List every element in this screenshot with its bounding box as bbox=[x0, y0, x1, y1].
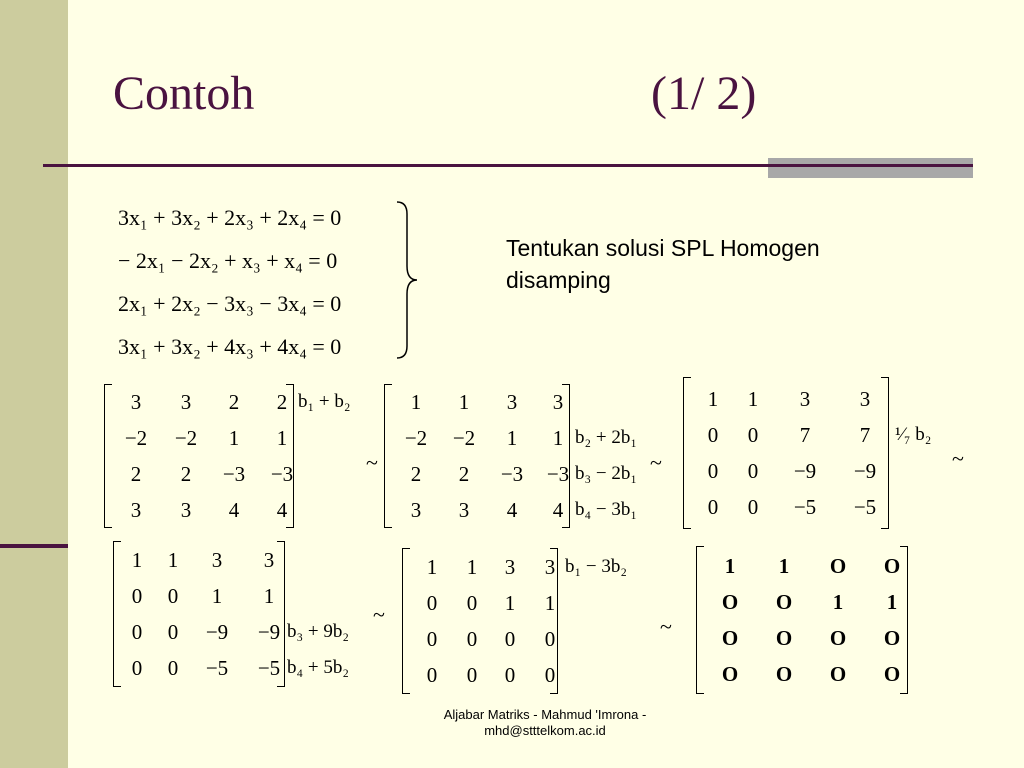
footer-line-2: mhd@stttelkom.ac.id bbox=[484, 723, 606, 738]
matrix-cell: 0 bbox=[131, 656, 143, 680]
matrix-row bbox=[113, 542, 285, 578]
matrix-cell: 3 bbox=[799, 387, 811, 411]
matrix-cell: O bbox=[829, 554, 847, 578]
matrix-cell: 0 bbox=[131, 620, 143, 644]
matrix-cell: 1 bbox=[707, 387, 719, 411]
matrix-cell: −5 bbox=[205, 656, 229, 680]
footer-line-1: Aljabar Matriks - Mahmud 'Imrona - bbox=[443, 707, 647, 722]
matrix-cell: 0 bbox=[707, 495, 719, 519]
matrix-row bbox=[683, 381, 889, 417]
equivalence-tilde: ~ bbox=[650, 450, 662, 475]
matrix-cell: 1 bbox=[506, 426, 518, 450]
row-operation: b₄ − 3b₁ bbox=[575, 499, 637, 520]
matrix-cell: O bbox=[883, 554, 901, 578]
instruction-text: Tentukan solusi SPL Homogen disamping bbox=[506, 235, 820, 293]
matrix-cell: 0 bbox=[167, 620, 179, 644]
matrix-cell: 2 bbox=[228, 390, 240, 414]
matrix-cell: 4 bbox=[506, 498, 518, 522]
page-indicator: (1/ 2) bbox=[651, 67, 757, 120]
matrix-cell: 3 bbox=[544, 555, 556, 579]
matrix-cell: −9 bbox=[853, 459, 877, 483]
matrix-cell: −2 bbox=[124, 426, 148, 450]
matrix-cell: 0 bbox=[466, 591, 478, 615]
matrix-cell: 0 bbox=[466, 627, 478, 651]
matrix-row bbox=[113, 650, 285, 686]
matrix-cell: 3 bbox=[458, 498, 470, 522]
matrix-cell: 1 bbox=[832, 590, 844, 614]
matrix-cell: 7 bbox=[859, 423, 871, 447]
matrix-cell: 1 bbox=[426, 555, 438, 579]
matrix-cell: 2 bbox=[276, 390, 288, 414]
row-operation: b₃ + 9b₂ bbox=[287, 621, 349, 642]
matrix-cell: 3 bbox=[130, 498, 142, 522]
matrix-cell: −3 bbox=[500, 462, 524, 486]
matrix-row bbox=[683, 417, 889, 453]
matrix-row bbox=[696, 620, 908, 656]
matrix-cell: 1 bbox=[724, 554, 736, 578]
matrix-cell: 0 bbox=[426, 663, 438, 687]
matrix-cell: O bbox=[829, 662, 847, 686]
matrix-row bbox=[402, 549, 558, 585]
equation-3: 2x₁ + 2x₂ − 3x₃ − 3x₄ = 0 bbox=[118, 291, 342, 316]
row-operation: b₄ + 5b₂ bbox=[287, 657, 349, 678]
equation-system bbox=[118, 196, 341, 368]
matrix-cell: O bbox=[775, 626, 793, 650]
matrix-3 bbox=[683, 377, 889, 529]
matrix-cell: 0 bbox=[426, 591, 438, 615]
matrix-cell: −5 bbox=[257, 656, 281, 680]
matrix-1 bbox=[104, 384, 294, 528]
matrix-cell: 0 bbox=[747, 495, 759, 519]
matrix-cell: 3 bbox=[263, 548, 275, 572]
row-operation: b₁ − 3b₂ bbox=[565, 556, 627, 577]
matrix-cell: −2 bbox=[452, 426, 476, 450]
matrix-cell: 0 bbox=[544, 663, 556, 687]
matrix-row bbox=[696, 548, 908, 584]
matrix-row bbox=[384, 456, 570, 492]
matrix-cell: 1 bbox=[410, 390, 422, 414]
matrix-row bbox=[402, 621, 558, 657]
matrix-2 bbox=[384, 384, 570, 528]
matrix-row bbox=[104, 384, 294, 420]
slide-title: Contoh bbox=[113, 67, 255, 120]
matrix-cell: O bbox=[775, 662, 793, 686]
matrix-cell: −5 bbox=[793, 495, 817, 519]
footer bbox=[420, 707, 670, 739]
matrix-row bbox=[683, 489, 889, 525]
equation-2: − 2x₁ − 2x₂ + x₃ + x₄ = 0 bbox=[118, 248, 338, 273]
matrix-row bbox=[696, 656, 908, 692]
matrix-cell: 3 bbox=[504, 555, 516, 579]
matrix-row bbox=[683, 453, 889, 489]
matrix-5 bbox=[402, 548, 558, 694]
row-operation: b₁ + b₂ bbox=[298, 391, 351, 412]
matrix-cell: 0 bbox=[167, 656, 179, 680]
matrix-cell: 3 bbox=[130, 390, 142, 414]
row-operation: b₃ − 2b₁ bbox=[575, 463, 637, 484]
side-band-divider bbox=[0, 544, 68, 548]
matrix-cell: −9 bbox=[205, 620, 229, 644]
matrix-cell: 1 bbox=[544, 591, 556, 615]
matrix-cell: O bbox=[721, 590, 739, 614]
matrix-cell: 2 bbox=[180, 462, 192, 486]
matrix-cell: O bbox=[721, 662, 739, 686]
matrix-cell: 0 bbox=[504, 663, 516, 687]
matrix-cell: O bbox=[721, 626, 739, 650]
matrix-4 bbox=[113, 541, 285, 687]
matrix-cell: −9 bbox=[257, 620, 281, 644]
matrix-cell: 3 bbox=[552, 390, 564, 414]
matrix-cell: 0 bbox=[544, 627, 556, 651]
equation-1: 3x₁ + 3x₂ + 2x₃ + 2x₄ = 0 bbox=[118, 205, 342, 230]
matrix-cell: 1 bbox=[778, 554, 790, 578]
matrix-cell: 0 bbox=[466, 663, 478, 687]
matrix-cell: 1 bbox=[504, 591, 516, 615]
equivalence-tilde: ~ bbox=[952, 446, 964, 471]
matrix-cell: 2 bbox=[130, 462, 142, 486]
matrix-cell: 0 bbox=[707, 423, 719, 447]
matrix-cell: 0 bbox=[747, 423, 759, 447]
matrix-row bbox=[402, 657, 558, 693]
matrix-cell: −5 bbox=[853, 495, 877, 519]
matrix-cell: 0 bbox=[131, 584, 143, 608]
matrix-cell: O bbox=[829, 626, 847, 650]
matrix-6 bbox=[696, 546, 908, 694]
matrix-cell: O bbox=[775, 590, 793, 614]
matrix-cell: 4 bbox=[552, 498, 564, 522]
matrix-cell: 1 bbox=[552, 426, 564, 450]
equivalence-tilde: ~ bbox=[660, 614, 672, 639]
matrix-cell: −9 bbox=[793, 459, 817, 483]
title-rule-accent bbox=[768, 158, 973, 178]
row-operation: ¹⁄₇ b₂ bbox=[895, 424, 932, 445]
matrix-row bbox=[384, 384, 570, 420]
matrix-cell: 1 bbox=[458, 390, 470, 414]
matrix-cell: 1 bbox=[263, 584, 275, 608]
matrix-row bbox=[104, 492, 294, 528]
matrix-cell: 1 bbox=[276, 426, 288, 450]
matrix-cell: −3 bbox=[222, 462, 246, 486]
matrix-cell: 1 bbox=[228, 426, 240, 450]
side-band bbox=[0, 0, 68, 768]
matrix-cell: −2 bbox=[404, 426, 428, 450]
equivalence-tilde: ~ bbox=[373, 602, 385, 627]
right-brace bbox=[393, 200, 421, 360]
matrix-row bbox=[384, 492, 570, 528]
matrix-cell: 0 bbox=[504, 627, 516, 651]
matrix-cell: 1 bbox=[747, 387, 759, 411]
matrix-cell: 2 bbox=[410, 462, 422, 486]
matrix-cell: 4 bbox=[228, 498, 240, 522]
matrix-cell: −2 bbox=[174, 426, 198, 450]
matrix-cell: 3 bbox=[410, 498, 422, 522]
matrix-cell: 0 bbox=[426, 627, 438, 651]
matrix-cell: 3 bbox=[180, 498, 192, 522]
matrix-cell: 3 bbox=[506, 390, 518, 414]
matrix-row bbox=[402, 585, 558, 621]
matrix-row bbox=[104, 456, 294, 492]
matrix-cell: 1 bbox=[466, 555, 478, 579]
equivalence-tilde: ~ bbox=[366, 450, 378, 475]
matrix-cell: 0 bbox=[707, 459, 719, 483]
matrix-cell: 2 bbox=[458, 462, 470, 486]
matrix-row bbox=[696, 584, 908, 620]
matrix-cell: 0 bbox=[167, 584, 179, 608]
matrix-row bbox=[113, 614, 285, 650]
matrix-cell: 1 bbox=[886, 590, 898, 614]
matrix-row bbox=[113, 578, 285, 614]
matrix-cell: 4 bbox=[276, 498, 288, 522]
matrix-row bbox=[384, 420, 570, 456]
matrix-cell: 1 bbox=[131, 548, 143, 572]
matrix-row bbox=[104, 420, 294, 456]
matrix-cell: 3 bbox=[180, 390, 192, 414]
matrix-cell: 1 bbox=[167, 548, 179, 572]
matrix-cell: O bbox=[883, 662, 901, 686]
matrix-cell: O bbox=[883, 626, 901, 650]
matrix-cell: 0 bbox=[747, 459, 759, 483]
row-operation: b₂ + 2b₁ bbox=[575, 427, 637, 448]
matrix-cell: 7 bbox=[799, 423, 811, 447]
matrix-cell: 3 bbox=[211, 548, 223, 572]
matrix-cell: 1 bbox=[211, 584, 223, 608]
matrix-cell: 3 bbox=[859, 387, 871, 411]
matrix-cell: −3 bbox=[546, 462, 570, 486]
equation-4: 3x₁ + 3x₂ + 4x₃ + 4x₄ = 0 bbox=[118, 334, 342, 359]
matrix-cell: −3 bbox=[270, 462, 294, 486]
